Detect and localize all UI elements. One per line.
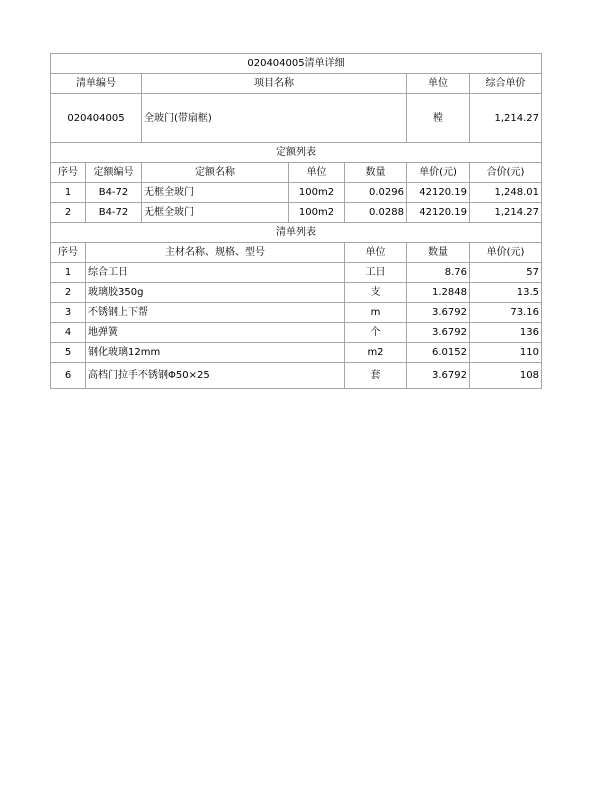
quota-cell: 1: [51, 183, 86, 203]
material-cell: 套: [345, 363, 407, 389]
material-cell: 3.6792: [407, 363, 470, 389]
quota-header: 定额编号: [86, 163, 142, 183]
material-cell: 个: [345, 323, 407, 343]
material-cell: 高档门拉手不锈钢Φ50×25: [86, 363, 345, 389]
quota-cell: 1,248.01: [470, 183, 542, 203]
material-cell: 2: [51, 283, 86, 303]
quota-header: 数量: [345, 163, 407, 183]
materials-header: 单价(元): [470, 243, 542, 263]
material-cell: 钢化玻璃12mm: [86, 343, 345, 363]
material-cell: 5: [51, 343, 86, 363]
quota-section-title: 定额列表: [51, 143, 542, 163]
material-cell: m: [345, 303, 407, 323]
material-cell: 支: [345, 283, 407, 303]
material-cell: 110: [470, 343, 542, 363]
material-cell: 地弹簧: [86, 323, 345, 343]
material-cell: 73.16: [470, 303, 542, 323]
quota-section-row: [51, 143, 542, 163]
quota-header: 定额名称: [142, 163, 289, 183]
material-cell: 1.2848: [407, 283, 470, 303]
quota-cell: 100m2: [289, 203, 345, 223]
item-unit: 樘: [407, 94, 470, 143]
item-price: 1,214.27: [470, 94, 542, 143]
item-name: 全玻门(带扇框): [142, 94, 407, 143]
table-row: [51, 303, 542, 323]
table-row: [51, 343, 542, 363]
materials-header: 单位: [345, 243, 407, 263]
material-cell: 3.6792: [407, 323, 470, 343]
table-row: [51, 323, 542, 343]
quota-cell: 2: [51, 203, 86, 223]
table-row: [51, 363, 542, 389]
material-cell: 工日: [345, 263, 407, 283]
material-cell: 3: [51, 303, 86, 323]
page-title: 020404005清单详细: [51, 54, 542, 74]
quota-header: 合价(元): [470, 163, 542, 183]
quota-cell: 42120.19: [407, 203, 470, 223]
bill-code: 020404005: [51, 94, 142, 143]
material-cell: 57: [470, 263, 542, 283]
quota-cell: 42120.19: [407, 183, 470, 203]
header-unit-price: 综合单价: [470, 74, 542, 94]
bill-detail-table: [50, 53, 542, 389]
quota-header-row: [51, 163, 542, 183]
material-cell: 136: [470, 323, 542, 343]
materials-header: 数量: [407, 243, 470, 263]
quota-cell: 1,214.27: [470, 203, 542, 223]
header-item-name: 项目名称: [142, 74, 407, 94]
title-row: [51, 54, 542, 74]
quota-cell: 无框全玻门: [142, 183, 289, 203]
quota-header: 单价(元): [407, 163, 470, 183]
quota-header: 序号: [51, 163, 86, 183]
materials-section-row: [51, 223, 542, 243]
material-cell: 综合工日: [86, 263, 345, 283]
summary-row: [51, 94, 542, 143]
materials-header: 序号: [51, 243, 86, 263]
materials-header-row: [51, 243, 542, 263]
material-cell: 玻璃胶350g: [86, 283, 345, 303]
material-cell: 1: [51, 263, 86, 283]
table-row: [51, 183, 542, 203]
materials-header: 主材名称、规格、型号: [86, 243, 345, 263]
quota-cell: 100m2: [289, 183, 345, 203]
table-row: [51, 203, 542, 223]
material-cell: m2: [345, 343, 407, 363]
material-cell: 6.0152: [407, 343, 470, 363]
quota-cell: 无框全玻门: [142, 203, 289, 223]
materials-section-title: 清单列表: [51, 223, 542, 243]
header-unit: 单位: [407, 74, 470, 94]
material-cell: 108: [470, 363, 542, 389]
table-row: [51, 263, 542, 283]
material-cell: 3.6792: [407, 303, 470, 323]
material-cell: 不锈钢上下帮: [86, 303, 345, 323]
material-cell: 13.5: [470, 283, 542, 303]
material-cell: 4: [51, 323, 86, 343]
material-cell: 6: [51, 363, 86, 389]
header-bill-code: 清单编号: [51, 74, 142, 94]
summary-header-row: [51, 74, 542, 94]
quota-cell: B4-72: [86, 203, 142, 223]
table-row: [51, 283, 542, 303]
quota-cell: B4-72: [86, 183, 142, 203]
material-cell: 8.76: [407, 263, 470, 283]
quota-cell: 0.0288: [345, 203, 407, 223]
quota-cell: 0.0296: [345, 183, 407, 203]
quota-header: 单位: [289, 163, 345, 183]
